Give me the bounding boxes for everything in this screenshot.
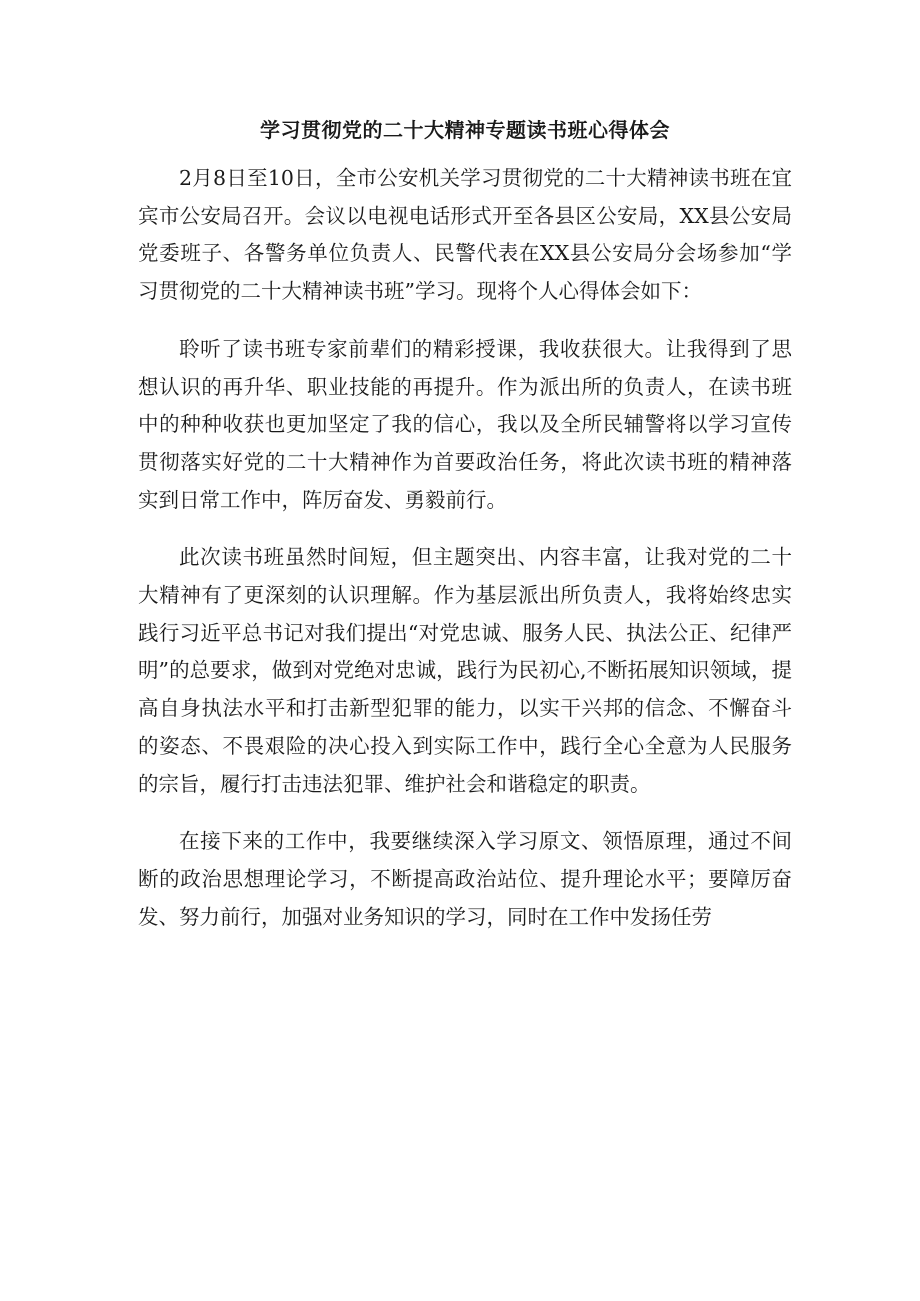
- paragraph-2: 聆听了读书班专家前辈们的精彩授课，我收获很大。让我得到了思想认识的再升华、职业技能的再提升。作为派出所的负责人，在读书班中的种种收获也更加坚定了我的信心，我以及全所民辅警将以学习宣传贯彻落实好党的二十大精神作为首要政治任务，将此次读书班的精神落实到日常工作中，阵厉奋发、勇毅前行。: [138, 336, 792, 512]
- paragraph-1: 2月8日至10日，全市公安机关学习贯彻党的二十大精神读书班在宜宾市公安局召开。会议以电视电话形式开至各县区公安局，XX县公安局党委班子、各警务单位负责人、民警代表在XX县公安局分会场参加“学习贯彻党的二十大精神读书班”学习。现将个人心得体会如下：: [138, 166, 792, 304]
- paragraph-4: 在接下来的工作中，我要继续深入学习原文、领悟原理，通过不间断的政治思想理论学习，不断提高政治站位、提升理论水平；要障厉奋发、努力前行，加强对业务知识的学习，同时在工作中发扬任劳: [138, 829, 792, 929]
- paragraph-3: 此次读书班虽然时间短，但主题突出、内容丰富，让我对党的二十大精神有了更深刻的认识理解。作为基层派出所负责人，我将始终忠实践行习近平总书记对我们提出“对党忠诚、服务人民、执法公正、纪律严明”的总要求，做到对党绝对忠诚，践行为民初心,不断拓展知识领域，提高自身执法水平和打击新型犯罪的能力，以实干兴邦的信念、不懈奋斗的姿态、不畏艰险的决心投入到实际工作中，践行全心全意为人民服务的宗旨，履行打击违法犯罪、维护社会和谐稳定的职责。: [138, 545, 792, 796]
- document-title: 学习贯彻党的二十大精神专题读书班心得体会: [260, 118, 670, 142]
